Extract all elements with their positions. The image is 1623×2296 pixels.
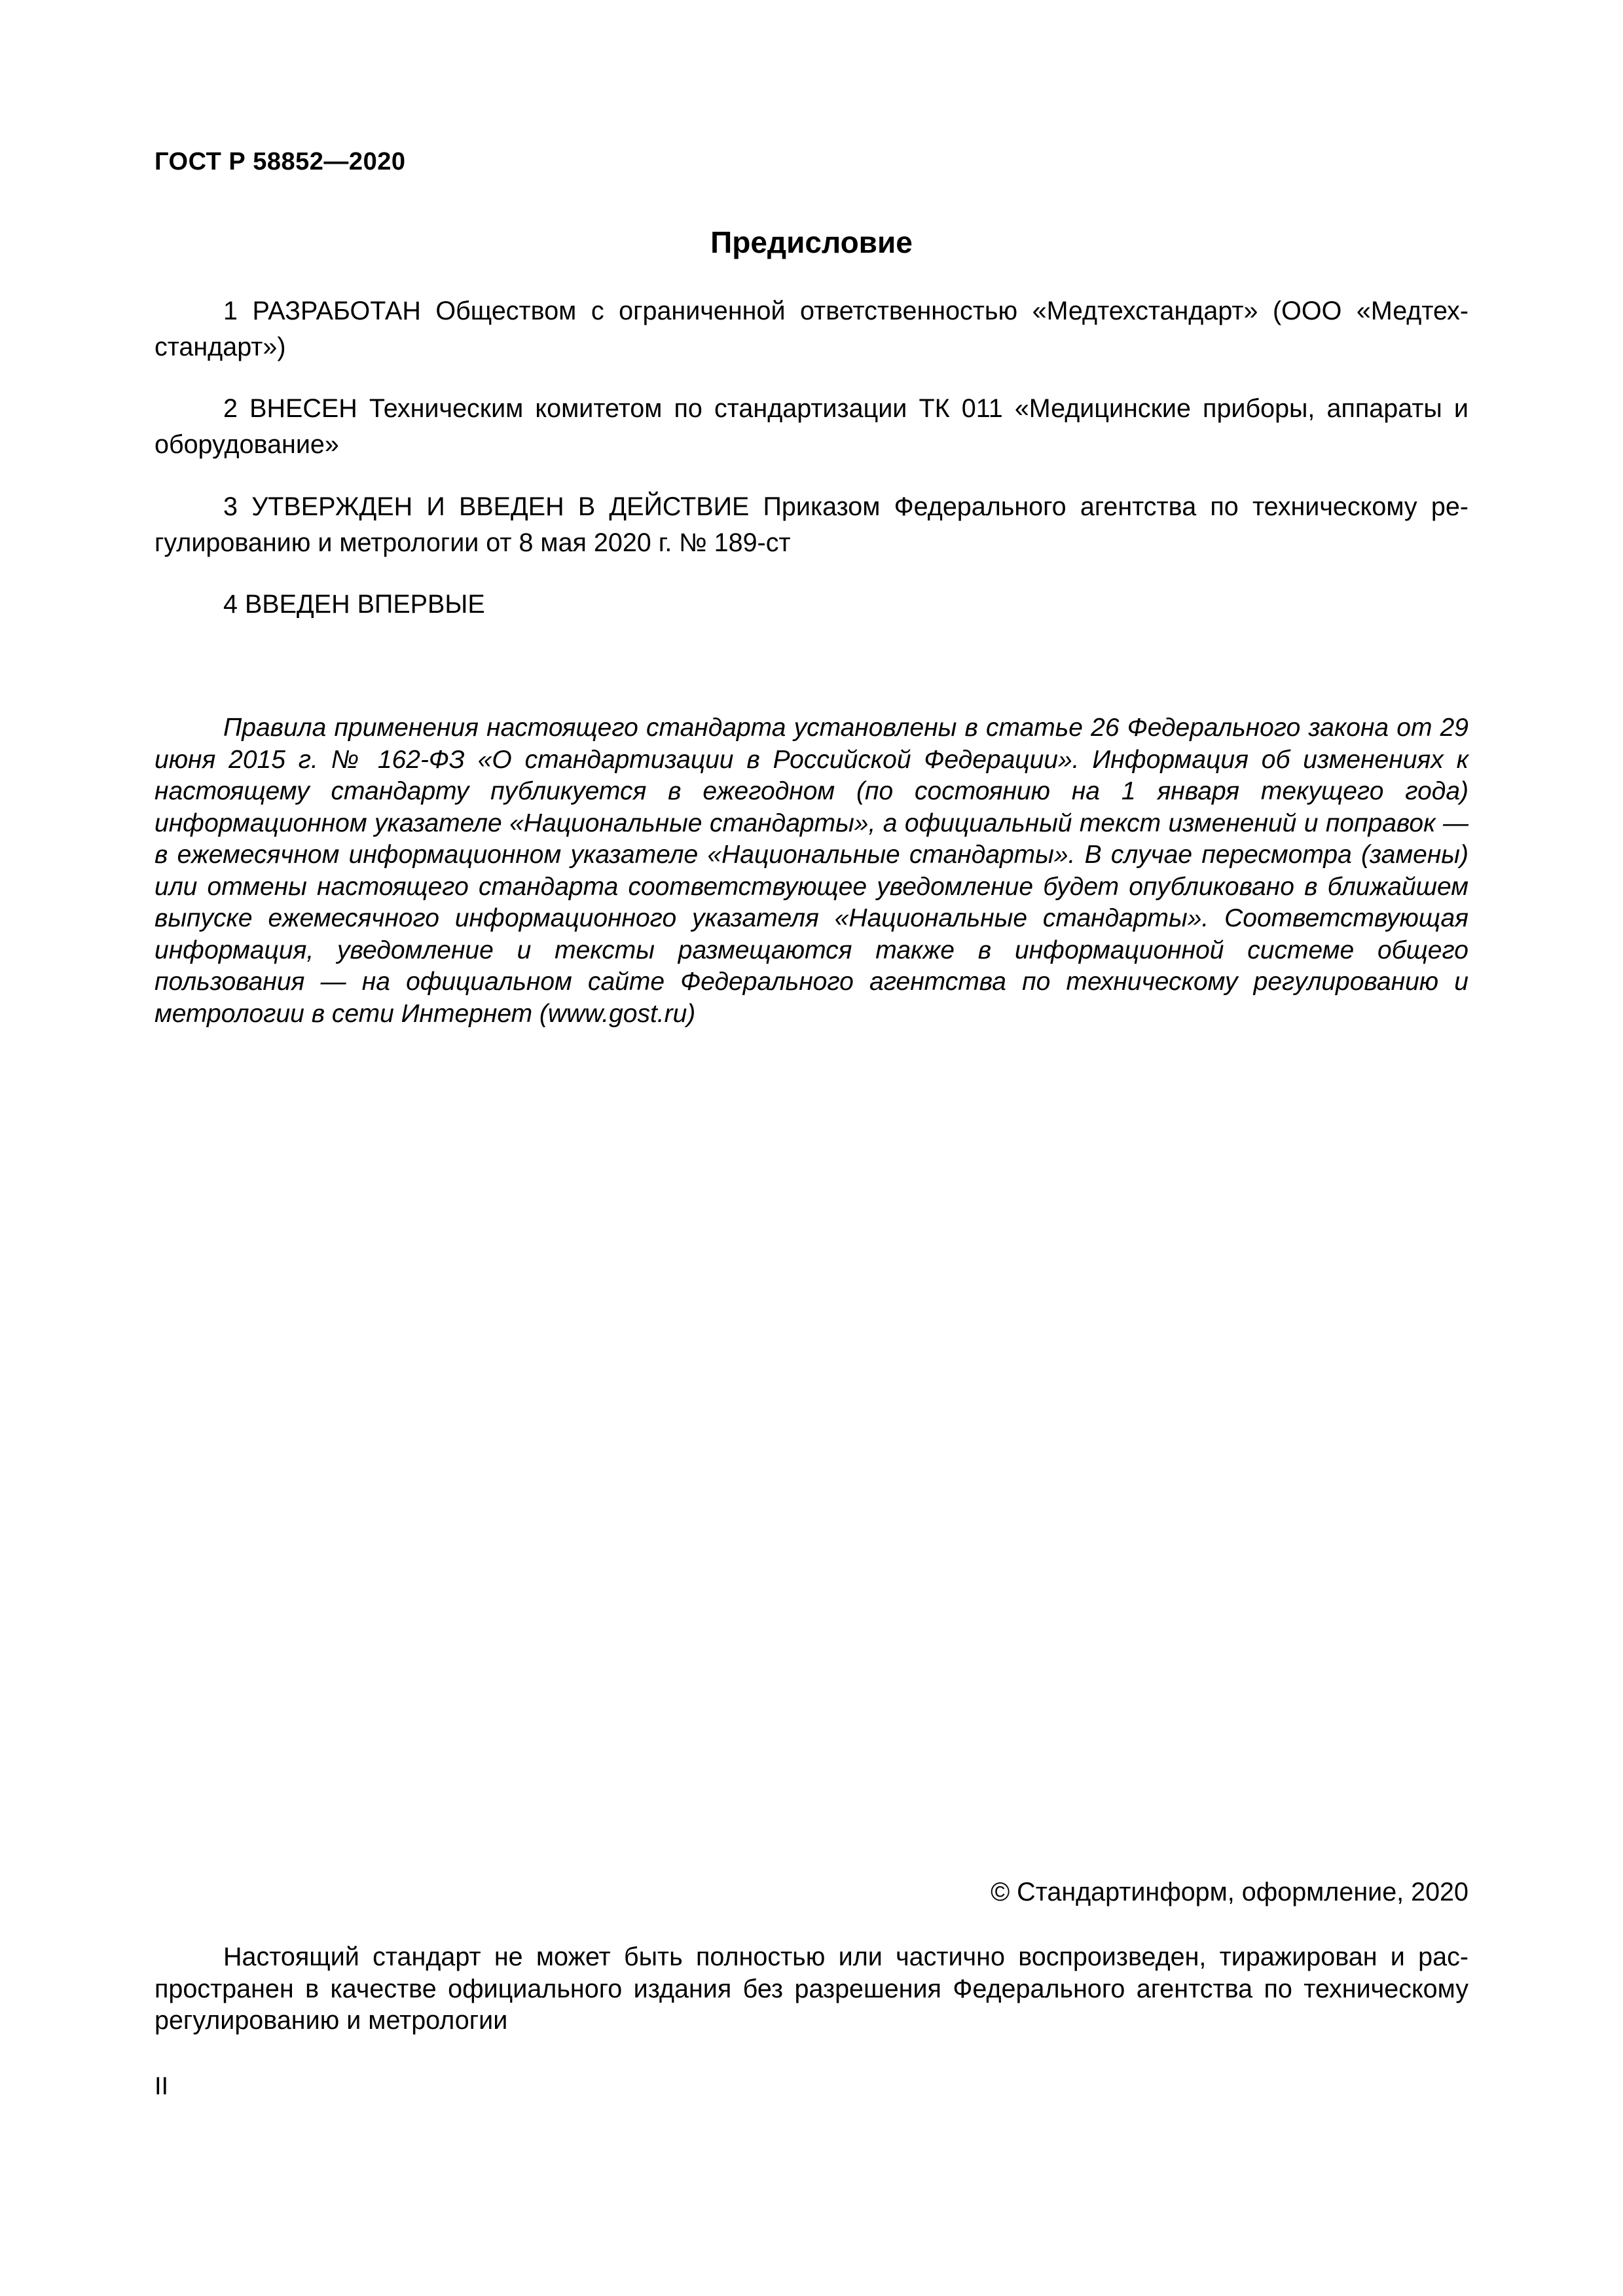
application-rules-paragraph: Правила применения настоящего стандарта установлены в статье 26 Федерального закона от 29 июня 2015 г. № 162-ФЗ «О стандартизации в Российской Федерации». Информация об изменениях к настоящему стандарту публикуется в ежегодном (по состоянию на 1 января текущего года) информационном указателе «Национальные стандарты», а официальный текст изменений и поправок — в ежемесячном информационном указателе «Национальные стандарты». В случае пересмотра (замены) или отмены настоящего стандарта соответствующее уведомление будет опубликовано в ближайшем выпуске ежемесячного информационного указателя «Национальные стандарты». Соответствующая информация, уведомление и тексты размещаются также в информационной системе общего пользования — на официальном сайте Федерального агентства по техническому регулированию и метрологии в сети Интернет (www.gost.ru)	[155, 714, 1468, 1028]
copyright-notice: © Стандартинформ, оформление, 2020	[991, 1878, 1468, 1906]
preface-item-introduced: 2 ВНЕСЕН Техническим комитетом по стандартизации ТК 011 «Медицинские приборы, аппараты и оборудование»	[155, 394, 1468, 459]
preface-item-developed: 1 РАЗРАБОТАН Обществом с ограниченной ответственностью «Медтехстандарт» (ООО «Медтехстандарт»)	[155, 297, 1468, 361]
preface-item-first-introduced: 4 ВВЕДЕН ВПЕРВЫЕ	[223, 590, 485, 619]
page-number: II	[155, 2073, 169, 2100]
document-code: ГОСТ Р 58852—2020	[155, 148, 406, 175]
preface-title: Предисловие	[710, 225, 913, 259]
reprint-restriction-notice: Настоящий стандарт не может быть полностью или частично воспроизведен, тиражирован и распространен в качестве официального издания без разрешения Федерального агентства по техническому регулированию и метрологии	[155, 1942, 1468, 2035]
preface-item-approved: 3 УТВЕРЖДЕН И ВВЕДЕН В ДЕЙСТВИЕ Приказом Федерального агентства по техническому регулированию и метрологии от 8 мая 2020 г. № 189-ст	[155, 492, 1468, 557]
